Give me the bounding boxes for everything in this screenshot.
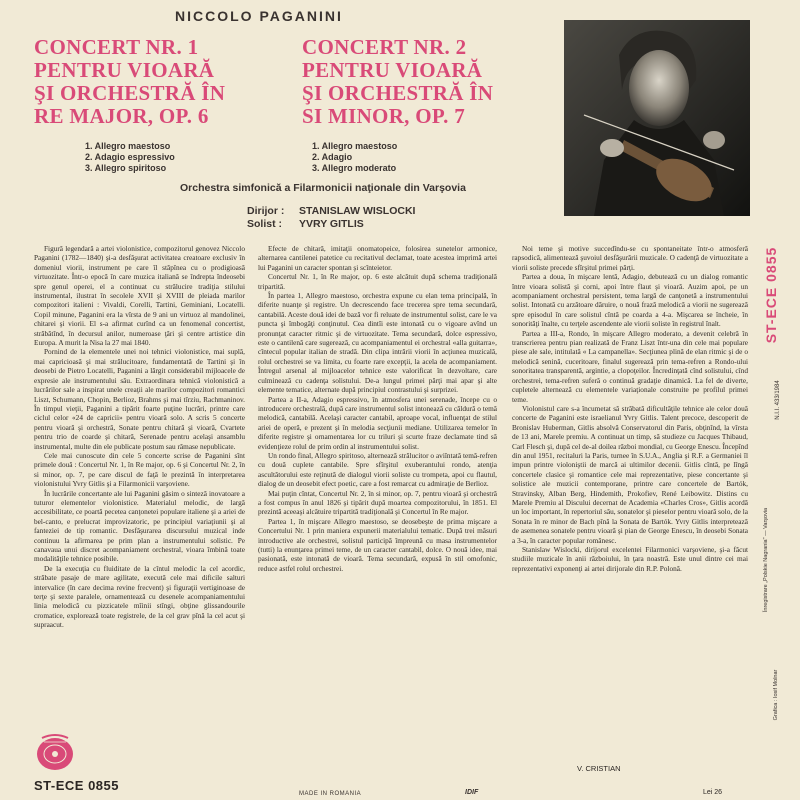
paragraph: Un rondo final, Allegro spiritoso, alternează strălucitor o aviîntată temă-refren cu două cuplete cantabile. Spre sfîrşitul exuberantului rondo, atenţia ascultătorului este reţinută de dialogul viorii soliste cu trompeta, apoi cu flautul, dialog de un deosebit efect poetic, care a fost remarcat cu admiraţie de Berlioz. (258, 450, 497, 489)
side-catalog-text: ST-ECE 0855 (763, 246, 779, 344)
movement-item: 2. Adagio espressivo (85, 152, 175, 162)
concert-1-movements (85, 141, 175, 174)
paragraph: Figură legendară a artei violonistice, compozitorul genovez Niccolo Paganini (1782—1840) şi-a desfăşurat activitatea creatoare exclusiv în domeniul viorii, instrument pe care îl stăpînea cu o prodigioasă virtuozitate. Într-o epocă în care muzica italiană se îndrepta îndeosebi spre genul operei, el a continuat cu strălucire tradiţia stilului instrumental, ilustrat în secolele XVII şi XVIII de pleiada marilor compozitori italieni : Vivaldi, Corelli, Tartini, Geminiani, Locatelli. Copil minune, Paganini era la vîrsta de 9 ani un virtuoz al mandolinei, chitarei şi viorii. El s-a afirmat curînd ca un fenomenal concertist, străbătînd, în decursul anilor, numeroase ţări şi centre artistice din Europa. A murit la Nisa la 27 mai 1840. (34, 244, 245, 348)
conductor-line (247, 205, 415, 218)
side-recording-credit (758, 430, 774, 690)
movement-item: 3. Allegro spiritoso (85, 163, 167, 173)
liner-notes-column-2 (258, 244, 497, 789)
made-in-label: MADE IN ROMANIA (299, 791, 362, 797)
paragraph: Partea 1, în mişcare Allegro maestoso, se deosebeşte de prima mişcare a Concertului Nr. 1 prin maniera expunerii materialului tematic. După trei măsuri introductive ale orchestrei, solistul participă împreună cu masa instrumentelor (tutti) la enunţarea primei teme, de un caracter cantabil, dolce. O nouă idee, mai pasionată, este intonată de vioară. Tema secundară, expusă în stil omofonic, reduce astfel rolul orchestrei. (258, 516, 497, 573)
electrecord-logo (36, 732, 74, 772)
notes-author: V. CRISTIAN (577, 764, 621, 773)
conductor-label: Dirijor : (247, 205, 285, 217)
paragraph: Cele mai cunoscute din cele 5 concerte scrise de Paganini sînt primele două : Concertul Nr. 1, în Re major, op. 6 şi Concertul Nr. 2, în si minor, op. 7, pe care discul de faţă le prezintă în interpretarea violonistului Yvry Gitlis şi a Filarmonicii varşoviene. (34, 450, 245, 489)
liner-notes-column-1 (34, 244, 245, 744)
paragraph: Efecte de chitară, imitaţii onomatopeice, folosirea sunetelor armonice, alternarea cantilenei patetice cu recitativul declamat, toate acestea imprimă artei lui Paganini un caracter spontan şi scînteietor. (258, 244, 497, 272)
violinist-photo (564, 20, 750, 216)
paragraph: Concertul Nr. 1, în Re major, op. 6 este alcătuit după schema tradiţională tripartită. (258, 272, 497, 291)
soloist-line (247, 218, 415, 231)
side-graphics-text: Grafica : Iosif Molnar (773, 669, 779, 721)
paragraph: De la execuţia cu fluiditate de la cîntul melodic la cel acordic, străbate pasaje de mare agilitate, execută cele mai dificile salturi intervalice (în care decima revine frecvent) şi figuraţii vertiginoase de terţe şi sexte paralele, ornamentează cu desenele acompaniamentului linia melodică cu pizzicatele mîinii stîngi, obţine glissandourile cromatice, explorează toate registrele, de la cel grav pînă la cel acut şi supraacut. (34, 563, 245, 630)
movement-item: 2. Adagio (312, 152, 353, 162)
movement-item: 1. Allegro maestoso (85, 141, 171, 151)
side-nji-text: N.I.I. 433/1984 (775, 380, 781, 420)
soloist-name: YVRY GITLIS (299, 218, 364, 230)
concert-2-title: CONCERT NR. 2 PENTRU VIOARĂ ŞI ORCHESTRĂ ÎN SI MINOR, OP. 7 (302, 35, 494, 128)
paragraph: Noi teme şi motive succedîndu-se cu spontaneitate într-o atmosferă rapsodică, alimentează şuvoiul desfăşurării muzicale. O cadenţă de virtuozitate a viorii soliste precede sfîrşitul primei părţi. (512, 244, 748, 272)
paragraph: Stanislaw Wislocki, dirijorul excelentei Filarmonici varşoviene, şi-a făcut studiile muzicale în anii războiului, în ţara noastră. Este unul dintre cei mai reprezentativi exponenţi ai artei dirijorale din R.P. Polonă. (512, 545, 748, 573)
side-recording-text: Înregistrare „Polskie Nagrania" — Varşovia (763, 507, 769, 613)
side-nji-number (770, 370, 786, 430)
soloist-label: Solist : (247, 218, 283, 230)
side-graphics-credit (770, 660, 782, 730)
orchestra-name: Orchestra simfonică a Filarmonicii naţionale din Varşovia (180, 182, 466, 194)
conductor-name: STANISLAW WISLOCKI (299, 205, 416, 217)
price-label: Lei 26 (703, 789, 723, 796)
paragraph: În partea 1, Allegro maestoso, orchestra expune cu elan tema principală, în diferite nuanţe şi registre. Un decrescendo face trecerea spre tema secundară, cantabilă. Aceste două idei de bază vor fi reluate de instrumentul solist, care le va puncta şi îmbogăţi conţinutul. Cea dintîi este intonată cu o vigoare avînd un pronunţat caracter ritmic şi de virtuozitate. Tema secundară, dolce espressivo, este o cantilenă care sugerează, cu acompaniamentul ei orchestral «alla guitarra», cîntecul popular italian de stradă. Din clipa intrării viorii în acţiunea muzicală, rolul orchestrei se va limita, cu foarte rare excepţii, la acela de acompaniament. Întregul arsenal al mijloacelor tehnice este valorificat în dezvoltare, care culminează cu cadenţa solistului. De-a lungul primei părţi mai apar şi alte elemente tematice, alternate după principiul contrastului şi surprizei. (258, 291, 497, 395)
paragraph: În lucrările concertante ale lui Paganini găsim o sinteză inovatoare a tuturor elementelor violonistice. Materialul melodic, de largă accesibilitate, ce poartă pecetea canţonetei populare italiene şi a ariei de bel-canto, e prelucrat improvizatoric, pe principiul variaţiunii şi al fanteziei de tip romantic. Desfăşurarea discursului muzical inde continuu la afirmarea pe prim plan a instrumentului solistic. Pe canavaua unui discret acompaniament orchestral, vioara îmbină toate modalităţile tehnice posibile. (34, 488, 245, 564)
liner-notes-column-3 (512, 244, 748, 714)
paragraph: Violonistul care s-a încumetat să străbată dificultăţile tehnice ale celor două concerte de Paganini este israelianul Yvry Gitlis. Talent precoce, descoperit de Bronislav Huberman, Gitlis absolvă Conservatorul din Paris, obţinînd, la vîrsta de 13 ani, Marele premiu. A continuat un timp, să studieze cu Jacques Thibaud, Carl Flesch şi, după cel de-al doilea război mondial, cu George Enescu. Începînd din anul 1951, recitaluri la Paris, turnee în S.U.A., Anglia şi R.F. a Germaniei îl impun printre violoniştii de marcă ai ultimilor decenii. Gitlis cîntă, pe lîngă concertele clasice şi romantice cele mai reprezentative, piese concertante şi solistice ale muzicii contemporane, printre care concertele de Bartók, Stravinsky, Alban Berg, Hindemith, Prokofiev, René Leibowitz. Distins cu Marele Premiu al Discului decernat de Academia «Charles Cros», Gitlis acordă un loc important, în repertoriul său, sonatelor şi pieselor pentru vioară solo, de la Sonata în re minor de Bach pînă la Sonata de Bartók. Yvry Gitlis interpretează de asemenea sonatele pentru vioară şi pian de George Enescu, în deosebi Sonata a 3-a, în caracter popular românesc. (512, 403, 748, 545)
paragraph: Mai puţin cîntat, Concertul Nr. 2, în si minor, op. 7, pentru vioară şi orchestră a fost compus în anul 1826 şi tipărit după moartea compozitorului, în 1851. El prezintă aceeaşi alcătuire tripartită tradiţională şi Concertul în Re major. (258, 488, 497, 517)
performer-credits (247, 205, 415, 231)
movement-item: 1. Allegro maestoso (312, 141, 398, 151)
paragraph: Partea a doua, în mişcare lentă, Adagio, debutează cu un dialog romantic între vioara solistă şi corni, apoi între flaut şi vioară. Auzim apoi, pe un acompaniament orchestral persistent, tema largă de canţonetă a instrumentului solist. Intonată cu arzătoare dăruire, o nouă frază melodică a viorii ne sugerează spre episodul în care solistul cîntă pe coarda a 4-a. Mişcarea se încheie, în sonorităţi înalte, cu terţele ascendente ale viorii soliste în registrul înalt. (512, 272, 748, 329)
side-catalog-number (751, 246, 791, 344)
paragraph: Partea a III-a, Rondo, în mişcare Allegro moderato, a devenit celebră în transcrierea pentru pian realizată de Franz Liszt într-una din cele mai populare piese ale sale, intitulată « La campanella». Secţiunea plină de elan ritmic şi de o melodică senină, cuceritoare, finalul sugerează prin tema-refren a Rondo-ului sonoritatea transparentă, argintie, a clopoţeilor. Încredinţată cînd solistului, cînd orchestrei, tema-refren suferă o continuă gradaţie dinamică. La fel de diverte, cupletele alternează cu elementele variaţionale construite pe profilul primei teme. (512, 328, 748, 404)
paragraph: Pornind de la elementele unei noi tehnici violonistice, mai suplă, mai capricioasă şi mai strălucitoare, fundamentată de Tartini şi în deosebi de Pietro Locatelli, Paganini a lărgit considerabil mijloacele de expresie ale instrumentului său. Extraordinara tehnică violonistică a lucrărilor sale a inspirat unele creaţii ale marilor compozitori romantici Liszt, Schumann, Chopin, Berlioz, Brahms şi mai tîrziu, Rachmaninov. În timpul vieţii, Paganini a tipărit foarte puţine lucrări, printre care ciclul celor «24 de capricii» pentru vioară solo. A scris 5 concerte pentru vioară şi orchestră, Sonate pentru chitară şi vioară, Cvartete pentru trio de coarde şi chitară, Serenade pentru acelaşi ansamblu instrumental, multe din ele publicate postum sau rămase nepublicate. (34, 347, 245, 451)
composer-name: NICCOLO PAGANINI (175, 8, 343, 24)
concert-2-movements (312, 141, 397, 174)
concert-1-title: CONCERT NR. 1 PENTRU VIOARĂ ŞI ORCHESTRĂ ÎN RE MAJOR, OP. 6 (34, 35, 226, 128)
paragraph: Partea a II-a, Adagio espressivo, în atmosfera unei serenade, începe cu o introducere orchestrală, după care instrumentul solist intonează cu căldură o temă melodică, cantabilă. Acelaşi caracter cantabil, aproape vocal, influenţat de stilul ariei de operă, e prezent şi în melodia secţiunii mediane. Utilizarea temelor în diferite registre şi ornamentarea lor cu triluri şi scurte fraze declamate tind să evidenţieze rolul de prim ordin al instrumentului solist. (258, 394, 497, 451)
idif-code: IDIF (465, 789, 479, 796)
footer-catalog-number: ST-ECE 0855 (34, 778, 119, 793)
movement-item: 3. Allegro moderato (312, 163, 397, 173)
